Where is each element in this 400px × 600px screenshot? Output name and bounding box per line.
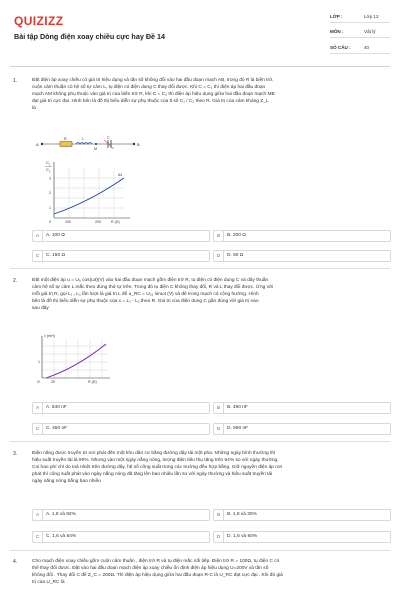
- y-tick-label: 1: [49, 206, 51, 210]
- option-b[interactable]: [213, 402, 391, 414]
- resistor-icon: [60, 142, 72, 147]
- option-c[interactable]: [32, 250, 210, 262]
- y-axis-label: x (mH): [44, 334, 55, 338]
- origin-label: O: [37, 380, 40, 384]
- question-line: trị của U_RC là: [32, 579, 65, 585]
- option-text: A. 540 nF: [46, 405, 67, 410]
- option-letter: C: [33, 532, 43, 542]
- option-text: A. 100 Ω: [46, 233, 65, 238]
- meta-subject-value: Vật lý: [364, 29, 376, 34]
- circuit-label-l: L: [82, 137, 84, 141]
- option-letter: B: [214, 231, 224, 241]
- option-letter: A: [33, 231, 43, 241]
- x-axis-label: R (Ω): [111, 220, 120, 224]
- question-line: bên là đồ thị biểu diễn sự phụ thuộc của x = L₁ - L₂ theo R. Giá trị của điện dung C gần đúng với giá trị nào: [32, 298, 259, 304]
- header-divider: [10, 66, 390, 67]
- option-letter: B: [214, 403, 224, 413]
- option-letter: C: [33, 251, 43, 261]
- option-text: D. 50 Ω: [227, 253, 244, 258]
- question-line: Đặt một điện áp u = U₀ cos(ωt)(V) vào hai đầu đoạn mạch gồm điện trở R, tụ điện có điện dung C và dây thuần: [32, 278, 269, 283]
- question-line: không đổi . Thay đổi C để Z_C = 200Ω. Thì điện áp hiệu dụng giữa hai đầu đoạn R-C là U_RC đạt cực đại . Khi đó giá: [32, 572, 283, 578]
- circuit-label-m: M: [94, 147, 97, 151]
- question-text: [32, 451, 390, 486]
- x-tick-label: 200: [95, 220, 101, 224]
- option-text: C. 450 nF: [46, 426, 68, 431]
- question-2-figure: [34, 332, 114, 388]
- y-label-top-index: 1: [49, 163, 51, 167]
- option-text: B. 200 Ω: [227, 233, 246, 238]
- option-letter: A: [33, 510, 43, 520]
- graph-grid: [42, 340, 108, 378]
- meta-class-label: LỚP :: [330, 14, 343, 19]
- option-text: C. 1,6 và 84%: [46, 534, 77, 539]
- question-line: mỗi giá trị R, gọi L₁ , L₂ lần lượt là giá trị L để u_RC = U₀₁ sinωt (V) và để trong mạch có cộng hưởng. Hình: [32, 291, 259, 297]
- question-number: 2.: [13, 278, 18, 284]
- ratio-curve: [54, 178, 124, 214]
- circuit-label-c: C: [107, 136, 110, 140]
- x-tick-label: 20: [51, 380, 55, 384]
- option-d[interactable]: [213, 250, 391, 262]
- question-line: cảm hệ số tự cảm L mắc theo đúng thứ tự trên. Trong đó tụ điện C không thay đổi, R và L thay đổi được. Ứng với: [32, 284, 274, 290]
- option-b[interactable]: [213, 230, 391, 242]
- question-text: [32, 559, 390, 587]
- x-axis-label: R (Ω): [88, 380, 97, 384]
- question-divider: [10, 268, 390, 269]
- y-label-sub: C: [46, 167, 49, 172]
- question-line: Cho mạch điện xoay chiều gồm cuộn cảm thuần , điện trở R và tụ điện mắc nối tiếp. Điện trở R = 100Ω, tụ điện C có: [32, 559, 280, 564]
- option-d[interactable]: [213, 423, 391, 435]
- question-1-figure: [34, 136, 144, 226]
- question-number: 3.: [13, 451, 18, 457]
- option-letter: A: [33, 403, 43, 413]
- question-text: [32, 278, 390, 313]
- y-label-top: C: [46, 160, 49, 165]
- option-c[interactable]: [32, 531, 210, 543]
- question-line: là: [32, 105, 36, 111]
- option-text: D. 1,6 và 80%: [227, 534, 258, 539]
- meta-count-value: 40: [364, 45, 370, 50]
- y-tick-label: 3: [49, 176, 51, 181]
- meta-class-underline: [330, 22, 390, 23]
- question-line: Coi hao phí chỉ do toả nhiệt trên đường dây, hệ số công suất trong các trường đều hợp bằng. Giữ nguyên điện áp nơi: [32, 464, 283, 470]
- meta-subject-underline: [330, 37, 390, 38]
- option-text: B. 1,8 và 30%: [227, 512, 257, 517]
- question-line: cuộn cảm thuần có hệ số tự cảm L, tụ điện có điện dung C thay đổi được. Khi C = C₁ thì điện áp hai đầu đoạn: [32, 84, 266, 90]
- circuit-diagram: [36, 136, 140, 151]
- question-line: hiệu suất truyền tải là 90%. Nhưng vào một ngày nắng nóng, lượng điện tiêu thụ tăng trên 64% so với ngày thường.: [32, 457, 279, 463]
- option-letter: D: [214, 251, 224, 261]
- quizizz-logo: QUIZIZZ: [14, 14, 64, 28]
- graph-annotation: 64: [118, 173, 122, 177]
- meta-class-value: Lớp 12: [364, 14, 379, 19]
- option-a[interactable]: [32, 230, 210, 242]
- option-letter: D: [214, 532, 224, 542]
- y-tick-label: 1: [38, 360, 40, 364]
- question-divider: [10, 441, 390, 442]
- meta-count-label: SỐ CÂU :: [330, 45, 351, 50]
- question-line: thể thay đổi được. Đặt vào hai đầu đoạn mạch điện áp xoay chiều ổn định điện áp hiệu dụng U=200V và tần số: [32, 565, 269, 571]
- x-tick-label: 100: [65, 220, 71, 224]
- circuit-label-b: B: [137, 142, 140, 147]
- y-tick-label: 2: [49, 191, 51, 195]
- y-label-sub-index: 2: [49, 170, 51, 174]
- circuit-label-r: R: [64, 137, 67, 141]
- question-line: Điện năng được truyền từ nơi phát đến một khu dân cư bằng đường dây tải một pha. Những ngày bình thường thì: [32, 451, 276, 456]
- option-letter: C: [33, 424, 43, 434]
- header: [0, 0, 400, 60]
- question-number: 1.: [13, 78, 18, 84]
- option-text: C. 150 Ω: [46, 253, 66, 258]
- question-line: ngày nắng nóng bằng bao nhiêu: [32, 478, 101, 484]
- worksheet-title: Bài tập Dòng điện xoay chiều cực hay Đề 14: [14, 32, 165, 41]
- option-c[interactable]: [32, 423, 210, 435]
- question-line: Đặt điện áp xoay chiều có giá trị hiệu dụng và tần số không đổi vào hai đầu đoạn mạch AB, trong đó R là biến trở,: [32, 78, 274, 83]
- option-text: A. 1,8 và 82%: [46, 512, 76, 517]
- question-divider: [10, 550, 390, 551]
- question-line: phát thì công suất phát vào ngày nắng nóng đã tăng lên bao nhiêu lần so với ngày thường và hiệu suất truyền tải: [32, 471, 273, 477]
- option-a[interactable]: [32, 509, 210, 521]
- meta-subject-label: MÔN :: [330, 29, 344, 34]
- question-line: sau đây: [32, 305, 49, 311]
- option-letter: D: [214, 424, 224, 434]
- option-a[interactable]: [32, 402, 210, 414]
- option-text: B. 490 nF: [227, 405, 248, 410]
- x-of-r-curve: [46, 344, 106, 378]
- circuit-label-a: A: [36, 142, 39, 147]
- option-b[interactable]: [213, 509, 391, 521]
- x-tick-label: 0: [49, 220, 51, 224]
- question-text: [32, 78, 390, 113]
- question-line: đạt giá trị cực đại. Hình bên là đồ thị biểu diễn sự phụ thuộc của tỉ số C₁ / C₂ theo R. Giá trị của cảm kháng Z_L: [32, 98, 269, 104]
- question-line: mạch AM không phụ thuộc vào giá trị của biến trở R, khi C = C₂ thì điện áp hiệu dụng giữa hai đầu đoạn mạch MB: [32, 91, 275, 97]
- option-d[interactable]: [213, 531, 391, 543]
- option-text: D. 590 nF: [227, 426, 249, 431]
- question-number: 4.: [13, 559, 18, 565]
- option-letter: B: [214, 510, 224, 520]
- meta-count-underline: [330, 53, 390, 54]
